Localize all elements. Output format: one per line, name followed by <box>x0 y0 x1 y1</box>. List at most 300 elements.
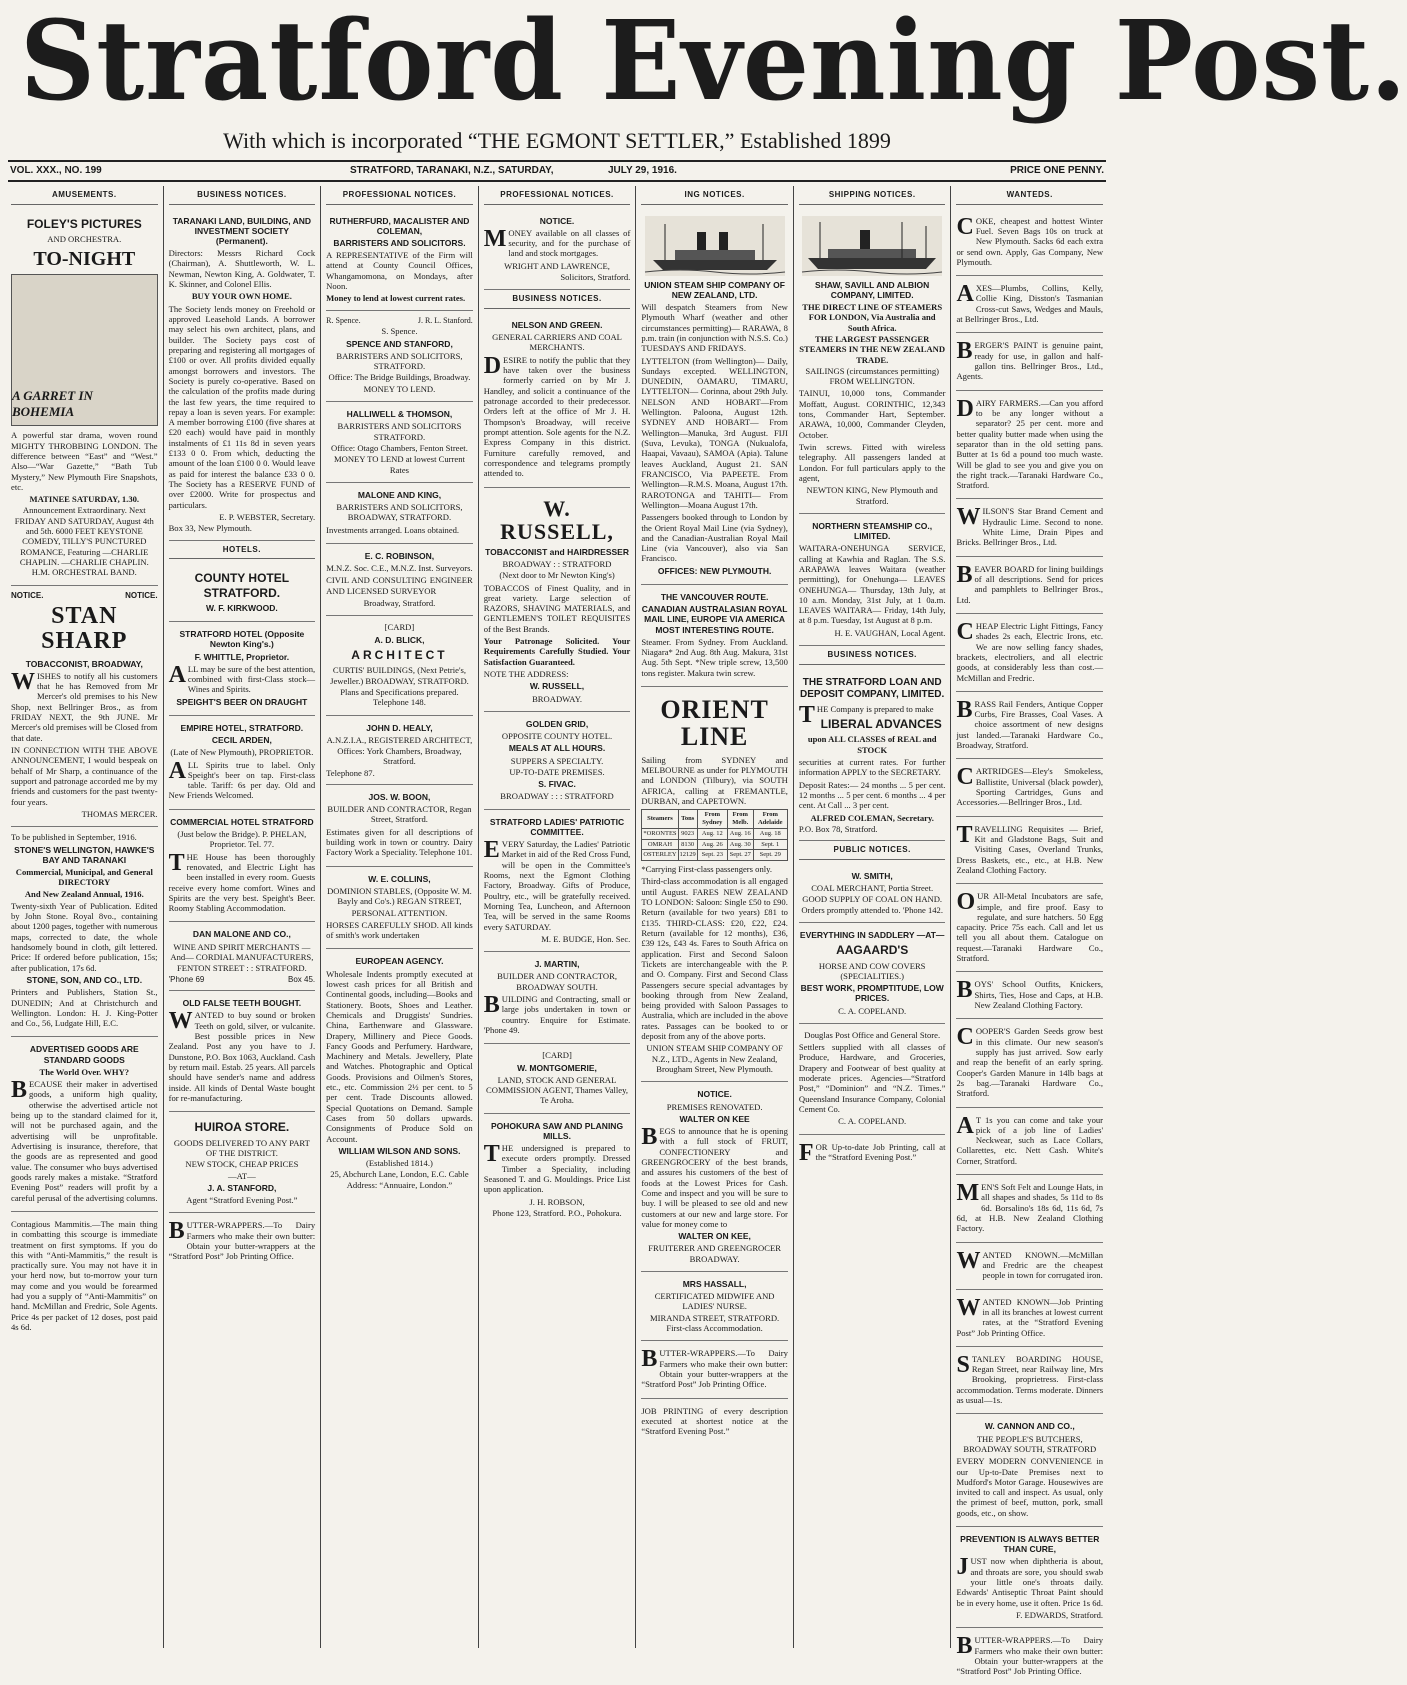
wanted-ad <box>956 759 1103 816</box>
mammitis-body: Contagious Mammitis.—The main thing in combatting this scourge is immediate treatment on first symptoms. If you do this with “Anti-Mammitis,” the result is practically sure. You may not have it in your herd now, but to-morrow your turn may come and you would be forearmed had you a supply of “Anti-Mammitis” on hand. McMillan and Fredric, Sole Agents. Price 4s per packet of 12 doses, post paid 4s 6d. <box>11 1218 158 1333</box>
brass-body: BRASS Rail Fenders, Antique Copper Curbs, Fire Brasses, Coal Vases. A choice assortment of new designs just landed.—Taranaki Hardware Co., Broadway, Stratford. <box>956 696 1104 751</box>
table-row <box>642 839 788 850</box>
stones-pub: To be published in September, 1916. <box>11 832 137 843</box>
job-body: JOB PRINTING of every description executed at shortest notice at the “Stratford Evening Post.” <box>641 1405 788 1437</box>
healy-body: Offices: York Chambers, Broadway, Stratford. <box>337 746 462 767</box>
euro-body: Wholesale Indents promptly executed at lowest cash prices for all British and Continental goods, including—Books and Stationery. Boots, Shoes and Leather. Chemicals and Druggists' Sundries. China, Earthenware and Glassware. Drapery, Millinery and Piece Goods. Fancy Goods and Perfumery. Hardware, Machinery and Metals. Jewellery, Plate and Watches. Photographic and Optical Goods. Provisions and Oilmen's Stores, etc., etc. Commission 2½ per cent. to 5 per cent. Trade Discounts allowed. Special Quotations on Demand. Sample Cases from 50 dollars upwards. Consignments of Produce Sold on Account. <box>326 968 473 1144</box>
douglas-store-ad <box>799 1024 946 1135</box>
aagaard-name: AAGAARD'S <box>836 943 909 958</box>
wanted-ad <box>956 1019 1103 1107</box>
mammitis-ad <box>11 1212 158 1340</box>
hassall-sub: CERTIFICATED MIDWIFE AND LADIES' NURSE. <box>654 1291 775 1312</box>
column-heading: PROFESSIONAL NOTICES. <box>484 186 631 205</box>
huiroa-store-ad <box>169 1112 316 1213</box>
wanted-ad <box>956 391 1103 500</box>
douglas-body: Settlers supplied with all classes of Produce, Hardware, and Groceries, Drapery and Footwear of best quality at moderate prices. Agencies—“Stratford Post,” “Dominion” and “N.Z. Times.” Queensland Insurance Company, Colonial Cement Co. <box>798 1042 946 1114</box>
location-date: STRATFORD, TARANAKI, N.Z., SATURDAY, <box>350 165 554 176</box>
adv-body: BECAUSE their maker in advertised goods, a uniform high quality, otherwise the advertised article not being up to the standard claimed for it, will not be purchased again, and the advertising will be unprofitable. Advertising is insurance, therefore, that the goods are as represented and good value. The consumer who buys advertised goods rarely makes a mistake. “Stratford Evening Post” readers will profit by a careful perusal of the advertising columns. <box>11 1077 158 1203</box>
rutherfurd-sub: BARRISTERS AND SOLICITORS. <box>333 237 466 248</box>
aagaard-sub: HORSE AND COW COVERS (SPECIALITIES.) <box>818 960 926 981</box>
huiroa-body: GOODS DELIVERED TO ANY PART OF THE DISTRICT. <box>173 1137 310 1158</box>
spence-title: SPENCE AND STANFORD, <box>346 338 453 349</box>
berger-body: BERGER'S PAINT is genuine paint, ready for use, in gallon and half-gallon tins. Bellringer Bros., Ltd., Agents. <box>956 338 1104 382</box>
halliwell-title: HALLIWELL & THOMSON, <box>346 409 453 420</box>
golden-suppers: SUPPERS A SPECIALTY. <box>510 755 604 766</box>
nelson-sub: GENERAL CARRIERS AND COAL MERCHANTS. <box>492 332 622 353</box>
tonight: TO-NIGHT <box>33 248 136 271</box>
teeth-body: WANTED to buy sound or broken Teeth on gold, silver, or vulcanite. Best possible prices in New Zealand. Post any you have to J. Dunstone, P.O. Box 1063, Auckland. Cash by return mail. Estab. 25 years. All parcels should have sender's name and address inside. All kinds of Dental Waste bought for re-manufacturing. <box>168 1008 316 1103</box>
mens-hats-body: MEN'S Soft Felt and Lounge Hats, in all shapes and shades, 5s 11d to 8s 6d. Borsalino's 18s 6d, 11s 6d, 7s 6d, at H.B. New Zealand Clothing Factory. <box>956 1180 1104 1234</box>
dan-malone-title: DAN MALONE AND CO., <box>192 929 291 940</box>
coke-body: COKE, cheapest and hottest Winter Fuel. Seven Bags 10s on truck at New Plymouth. Sacks 6d each extra or send own. Apply, Gas Company, New Plymouth. <box>956 213 1104 267</box>
aagaard-title: EVERYTHING IN SADDLERY —AT— <box>799 929 945 940</box>
spence-office: Office: The Bridge Buildings, Broadway. <box>328 372 471 383</box>
column-heading: WANTEDS. <box>956 186 1103 205</box>
table-cell: Aug. 26 <box>697 839 727 850</box>
orient-line-ad <box>641 687 788 1082</box>
collins-ad <box>326 867 473 950</box>
union-title: UNION STEAM SHIP COMPANY OF NEW ZEALAND, LTD. <box>644 279 785 300</box>
northern-signature: H. E. VAUGHAN, Local Agent. <box>834 627 946 638</box>
golden-grid-ad <box>484 712 631 810</box>
malone-king-body: Investments arranged. Loans obtained. <box>326 524 460 535</box>
table-header: From Melb. <box>727 810 753 829</box>
adv-title: ADVERTISED GOODS ARE STANDARD GOODS <box>29 1044 139 1065</box>
column-shipping-2 <box>793 186 951 1648</box>
euro-addr: 25, Abchurch Lane, London, E.C. Cable Address: “Annuaire, London.” <box>330 1169 469 1190</box>
job-printing-ad <box>799 1135 946 1171</box>
boys-body: BOYS' School Outfits, Knickers, Shirts, Ties, Hose and Caps, at H.B. New Zealand Clothing Factory. <box>956 977 1104 1011</box>
mont-card: [CARD] <box>542 1050 572 1061</box>
rutherfurd-ad <box>326 209 473 311</box>
foleys-sub: AND ORCHESTRA. <box>47 233 122 244</box>
cannon-title: W. CANNON AND CO., <box>984 1421 1075 1432</box>
hassall-addr: MIRANDA STREET, STRATFORD. First-class Accommodation. <box>649 1312 780 1334</box>
russell-sub: TOBACCONIST and HAIRDRESSER <box>485 546 629 557</box>
steamship-illustration <box>802 216 942 276</box>
robinson-body: CIVIL AND CONSULTING ENGINEER AND LICENSED SURVEYOR <box>326 575 473 596</box>
pohokura-title: POHOKURA SAW AND PLANING MILLS. <box>490 1120 624 1141</box>
butter-wrappers-ad <box>641 1341 788 1398</box>
euro-signature: WILLIAM WILSON AND SONS. <box>338 1145 461 1156</box>
union-steam-ad <box>641 209 788 585</box>
shaw-largest: THE LARGEST PASSENGER STEAMERS IN THE NEW ZEALAND TRADE. <box>799 333 946 365</box>
loan-body: THE Company is prepared to make <box>798 701 934 728</box>
prevention-title: PREVENTION IS ALWAYS BETTER THAN CURE, <box>960 1534 1100 1555</box>
table-header: Tons <box>678 810 697 829</box>
price: PRICE ONE PENNY. <box>1010 165 1104 176</box>
loan-box: P.O. Box 78, Stratford. <box>798 823 878 834</box>
malone-king-sub: BARRISTERS AND SOLICITORS, BROADWAY, STRATFORD. <box>336 502 463 523</box>
shaw-savill-ad <box>799 209 946 514</box>
matinee: MATINEE SATURDAY, 1.30. <box>29 494 140 505</box>
orient-fares: Third-class accommodation is all engaged until August. FARES NEW ZEALAND TO LONDON: Saloon: Single £50 to £90. Return (available for two years) £81 to £135. THIRD-CLASS: £20, £22, £24. Return (available for 12 months), £36, £39 12s, £43 4s. Fares to South Africa on application. First and Second Saloon Tickets are interchangeable with the P. and O. Company. First and Second Class Passengers secure special advantages by booking through from New Zealand, being provided with Saloon Passages to Australia, which are included in the above rates. Passages can be booked to or deposit from any of the above ports. <box>641 876 788 1042</box>
malone-king-ad <box>326 483 473 544</box>
healy-phone: Telephone 87. <box>326 767 375 778</box>
dateline <box>10 165 1104 181</box>
mercer-body: IN CONNECTION WITH THE ABOVE ANNOUNCEMENT, I would bespeak on behalf of Mr Sharp, a continuance of the support and patronage accorded me by my friends and customers for the past twenty-four years. <box>11 745 158 807</box>
dan-malone-phone: 'Phone 69 <box>168 974 205 984</box>
county-prop: W. F. KIRKWOOD. <box>205 602 278 613</box>
column-professional-notices-2 <box>478 186 636 1648</box>
foleys-ad <box>11 209 158 586</box>
empire-body: ALL Spirits true to label. Only Speight's beer on tap. First-class table. Tariff: 6s per day. Old and New Friends Welcomed. <box>168 757 316 801</box>
union-routes: LYTTELTON (from Wellington)— Daily, Sundays excepted. WELLINGTON, DUNEDIN, OAMARU, TIMARU, LYTTELTON— Corinna, about 29th July. NELSON AND HOBART—From Wellington. Paloona, August 12th. SYDNEY AND HOBART— From Wellington—Manuka, 3rd August. FIJI (Suva, Levuka), TONGA (Nukualofa, Haapai, Vavaau), SAMOA (Apia). Talune leaves Auckland, August 21. SAN FRANCISCO, Via PAPEETE. From Wellington—R.M.S. Moana, August 17th. RAROTONGA and TAHITI— From Wellington—Moana August 17th. <box>641 355 788 510</box>
beaver-body: BEAVER BOARD for lining buildings of all descriptions. Send for prices and pamphlets to Bellringer Bros., Ltd. <box>956 561 1104 605</box>
ladies-title: STRATFORD LADIES' PATRIOTIC COMMITTEE. <box>489 816 625 837</box>
wanted-ad <box>956 1175 1103 1243</box>
stones-addr: Printers and Publishers, Station St., DUNEDIN; And at Christchurch and Wellington. London: H. J. King-Potter and Co., 56, Ludgate Hill, E.C. <box>11 987 158 1029</box>
boon-sub: BUILDER AND CONTRACTOR, Regan Street, Stratford. <box>327 804 472 825</box>
edwards-signature: F. EDWARDS, Stratford. <box>1016 1610 1104 1621</box>
robinson-ad <box>326 544 473 616</box>
douglas-title: Douglas Post Office and General Store. <box>804 1029 941 1040</box>
pohokura-signature: J. H. ROBSON, <box>529 1196 585 1207</box>
commercial-body: THE House has been thoroughly renovated, and Electric Light has been installed in every room. Guests receive every home comfort. Wines and Spirits are the very best. Speight's Beer. Roomy Stabling Accommodation. <box>168 849 316 914</box>
orient-note: *Carrying First-class passengers only. <box>641 864 773 875</box>
stones-annual: And New Zealand Annual, 1916. <box>24 888 144 899</box>
northern-body: WAITARA-ONEHUNGA SERVICE, calling at Kawhia and Raglan. The S.S. ARAPAWA leaves Waitara (weather permitting), for Onehunga— LEAVES ONEHUNGA— Thursday, 13th July, at 10 a.m. Monday, 31st July, at 1 0a.m. LEAVES WAITARA— Friday, 14th July, at 8 p.m. Tuesday, 1st August at 8 p.m. <box>798 543 946 626</box>
whittle: F. WHITTLE, Proprietor. <box>194 651 290 662</box>
aagaard-best: BEST WORK, PROMPTITUDE, LOW PRICES. <box>800 983 944 1004</box>
shaw-twin: Twin screws. Fitted with wireless telegraphy. All passengers landed at London. For full particulars apply to the agent, <box>798 442 946 483</box>
blick-ad <box>326 616 473 715</box>
blick-phone: Plans and Specifications prepared. Telephone 148. <box>340 686 459 708</box>
prevention-body: JUST now when diphtheria is about, and throats are sore, you should swab your little one's throats daily. Edwards' Antiseptic Throat Paint should be in every home, use it often. Price 1s 6d. <box>956 1554 1104 1608</box>
collins-body: HORSES CAREFULLY SHOD. All kinds of smith's work undertaken <box>326 919 473 941</box>
table-header: From Adelaide <box>753 810 787 829</box>
copeland-2: C. A. COPELAND. <box>838 1116 907 1127</box>
cooper-body: COOPER'S Garden Seeds grow best in this climate. Our new season's supply has just arrived. Sow early and reap the benefit of an early spring. Cooper's Garden Manure in 14lb bags at 2s bag.—Taranaki Hardware Co., Stratford. <box>956 1024 1104 1099</box>
ladies-body: EVERY Saturday, the Ladies' Patriotic Market in aid of the Red Cross Fund, will be open in the Committee's Rooms, next the Egmont Clothing Factory, Broadway. Gifts of Produce, Poultry, etc., will be gratefully received. Morning Tea, Luncheon, and Afternoon Tea, will be served in the same Rooms every SATURDAY. <box>483 837 631 932</box>
wanted-ad <box>956 817 1103 885</box>
walter-signature: WALTER ON KEE, <box>678 1231 751 1242</box>
martin-ad <box>484 952 631 1044</box>
dan-malone-addr: FENTON STREET : : STRATFORD. <box>176 963 307 974</box>
taranaki-society-ad <box>169 209 316 541</box>
columns <box>6 186 1108 1677</box>
walter-notice: NOTICE. <box>697 1089 732 1100</box>
aagaard-ad <box>799 923 946 1024</box>
boon-body: Estimates given for all descriptions of building work in town or country. Dairy Factory Work a Speciality. Telephone 101. <box>326 826 473 858</box>
public-notices-heading: PUBLIC NOTICES. <box>799 841 946 860</box>
cartridges-body: CARTRIDGES—Eley's Smokeless, Ballistite, Universal (black powder), Sporting Cartridges, Guns and Accessories.—Bellringer Bros., Ltd. <box>956 764 1104 808</box>
poster-caption: A GARRET IN BOHEMIA <box>12 388 93 419</box>
table-cell: Sept. 27 <box>727 850 753 861</box>
union-body: Will despatch Steamers from New Plymouth Wharf (weather and other circumstances permitting)— RARAWA, 8 p.m. train (in conjunction with N.S.S. Co.) TUESDAYS AND FRIDAYS. <box>641 301 788 354</box>
loan-deposit: Deposit Rates:— 24 months ... 5 per cent. 12 months ... 5 per cent. 6 months ... 4 per cent. At Call ... 3 per cent. <box>798 779 946 811</box>
nelson-green-ad <box>484 313 631 488</box>
wanted-ad <box>956 692 1103 760</box>
healy-sub: A.N.Z.I.A., REGISTERED ARCHITECT, <box>326 734 473 745</box>
table-cell: 9023 <box>678 828 697 839</box>
shaw-direct: THE DIRECT LINE OF STEAMERS FOR LONDON, Via Australia and South Africa. <box>802 301 943 333</box>
robinson-title: E. C. ROBINSON, <box>364 550 435 561</box>
loan-title: THE STRATFORD LOAN AND DEPOSIT COMPANY, LIMITED. <box>800 676 945 700</box>
huiroa-new: NEW STOCK, CHEAP PRICES <box>185 1159 299 1170</box>
cecil: CECIL ARDEN, <box>211 735 272 746</box>
teeth-title: OLD FALSE TEETH BOUGHT. <box>182 998 302 1009</box>
table-cell: Aug. 18 <box>753 828 787 839</box>
film-poster-image <box>11 274 158 426</box>
newspaper-title: Stratford Evening Post. <box>20 0 1407 126</box>
russell-ad <box>484 488 631 712</box>
stratford-hotel-title: STRATFORD HOTEL (Opposite Newton King's.) <box>179 629 305 650</box>
golden-sub: OPPOSITE COUNTY HOTEL. <box>501 731 613 741</box>
walter-on-kee-ad <box>641 1082 788 1272</box>
fivac: S. FIVAC. <box>538 779 576 790</box>
table-header: From Sydney <box>697 810 727 829</box>
notice-right: NOTICE. <box>125 590 158 600</box>
spence-name-3: S. Spence. <box>381 326 418 337</box>
wanted-known-1: WANTED KNOWN.—McMillan and Fredric are the cheapest people in town for corrugated iron. <box>956 1247 1104 1281</box>
huiroa-at: —AT— <box>228 1170 256 1181</box>
robinson-addr: Broadway, Stratford. <box>363 598 436 609</box>
stan-sharp-sub: TOBACCONIST, BROADWAY, <box>25 658 143 669</box>
smith-sub: COAL MERCHANT, Portia Street. <box>811 882 934 893</box>
loan-rates: securities at current rates. For further information APPLY to the SECRETARY. <box>798 757 946 778</box>
table-cell: Aug. 12 <box>697 828 727 839</box>
orient-schedule-table <box>641 809 788 861</box>
rutherfurd-title: RUTHERFURD, MACALISTER AND COLEMAN, <box>329 215 470 236</box>
taranaki-body: The Society lends money on Freehold or approved Leasehold Lands. A borrower may select his own architect, plans, and builder. The Society pays cost of preparing and registering all mortgages of £100 or over. All profits divided equally amongst borrowers and investors. The Society is purely co-operative. Based on the calculation of the profits made during the last few years, the time required to repay a loan is seven years. For example: A member borrowing £100 (five shares at £20 each) would have paid in monthly instalments of £1 11s 8d in seven years £133 0 0. From which, deducting the amount of the loan £100 0 0. Would leave as paid for interest the balance £33 0 0. The Society has a RESERVE FUND of over £2000. Write for prospectus and particulars. <box>168 303 316 510</box>
golden-premises: UP-TO-DATE PREMISES. <box>509 766 605 777</box>
european-agency-ad <box>326 949 473 1197</box>
buy-home: BUY YOUR OWN HOME. <box>191 291 292 302</box>
russell-title: W. RUSSELL, <box>500 495 614 544</box>
table-cell: Aug. 30 <box>727 839 753 850</box>
martin-title: J. MARTIN, <box>534 959 580 970</box>
mont-sub: LAND, STOCK AND GENERAL COMMISSION AGENT, Thames Valley, Te Aroha. <box>486 1074 628 1106</box>
dan-malone-ad <box>169 922 316 991</box>
blick-card: [CARD] <box>384 622 415 633</box>
spence-stanford-ad <box>326 311 473 402</box>
notice-body: MONEY available on all classes of security, and for the purchase of land and stock mortgages. <box>483 225 631 259</box>
neckwear-body: AT 1s you can come and take your pick of a job line of Ladies' Neckwear, such as Lace Collars, Collarettes, etc. Nett Cash. White's Corner, Stratford. <box>956 1112 1104 1166</box>
table-cell: OMRAH <box>642 839 678 850</box>
wanted-ad <box>956 614 1103 692</box>
ladies-signature: M. E. BUDGE, Hon. Sec. <box>541 933 631 944</box>
loan-liberal: LIBERAL ADVANCES <box>820 717 942 731</box>
copeland: C. A. COPELAND. <box>838 1005 907 1016</box>
russell-signature: W. RUSSELL, <box>529 681 585 692</box>
stones-firm: STONE, SON, AND CO., LTD. <box>26 975 143 986</box>
pohokura-body: THE undersigned is prepared to execute orders promptly. Dressed Timber a Speciality, including Seasoned T. and G. Mouldings. Price List upon application. <box>483 1141 631 1195</box>
empire-title: EMPIRE HOTEL, STRATFORD. <box>180 722 304 733</box>
table-cell: Sept. 23 <box>697 850 727 861</box>
axes-body: AXES—Plumbs, Collins, Kelly, Collie King, Disston's Tasmanian Cross-cut Saws, Wedges and Mauls, at Bellringer Bros., Ltd. <box>956 281 1104 325</box>
table-cell: Sept. 29 <box>753 850 787 861</box>
northern-title: NORTHERN STEAMSHIP CO., LIMITED. <box>812 520 933 542</box>
huiroa-title: HUIROA STORE. <box>194 1120 290 1135</box>
loan-deposit-ad <box>799 669 946 842</box>
healy-title: JOHN D. HEALY, <box>366 722 433 733</box>
smith-coal-ad <box>799 864 946 923</box>
table-cell: OSTERLEY <box>642 850 678 861</box>
malone-king-title: MALONE AND KING, <box>357 489 442 500</box>
table-cell: *ORONTES <box>642 828 678 839</box>
rutherfurd-money: Money to lend at lowest current rates. <box>326 293 466 304</box>
martin-sub: BUILDER AND CONTRACTOR, BROADWAY SOUTH. <box>497 971 617 992</box>
walter-title: WALTER ON KEE <box>679 1113 750 1124</box>
walter-body: BEGS to announce that he is opening with a full stock of FRUIT, CONFECTIONERY and GREENGROCERY of the best brands, and assures his customers of the best of foods at the Lowest Prices for Cash. Come and inspect and you will be sure to buy. I will be pleased to see old and new customers at our new and large store. For value for money come to <box>641 1124 788 1229</box>
dan-malone-box: Box 45. <box>288 974 316 984</box>
cannon-body: EVERY MODERN CONVENIENCE in our Up-to-Date Premises next to Mudford's Motor Garage. Housewives are invited to call and inspect. As usual, only the primest of beef, mutton, pork, small goods, etc., on show. <box>956 1456 1104 1518</box>
spence-sub: BARRISTERS AND SOLICITORS, STRATFORD. <box>336 350 463 372</box>
smith-title: W. SMITH, <box>851 870 893 881</box>
stratford-hotel-ad <box>169 622 316 716</box>
wanted-ad <box>956 884 1103 972</box>
false-teeth-ad <box>169 991 316 1112</box>
robinson-sub: M.N.Z. Soc. C.E., M.N.Z. Inst. Surveyors. <box>326 563 473 574</box>
column-shipping-1 <box>635 186 793 1648</box>
announcement: Announcement Extraordinary. Next FRIDAY AND SATURDAY, August 4th and 5th. 6000 FEET KEYSTONE COMEDY, TILLY'S PUNCTURED ROMANCE, Featuring —CHARLIE CHAPLIN. —CHARLIE CHAPLIN. H.M. ORCHESTRAL BAND. <box>14 505 154 578</box>
stones-directory-ad <box>11 827 158 1037</box>
wanted-ad <box>956 557 1103 614</box>
orient-body: Sailing from SYDNEY and MELBOURNE as under for PLYMOUTH and LONDON (Tilbury), via SOUTH AFRICA, calling at FREMANTLE, DURBAN, and CAPETOWN. <box>641 754 788 806</box>
ladies-committee-ad <box>484 810 631 953</box>
nelson-body: DESIRE to notify the public that they have taken over the business formerly carried on by Mr J. Handley, and solicit a continuance of the patronage accorded to their predecessor. Orders left at the office of Mr J. H. Thompson's Broadway, will receive prompt attention. Sole agents for the N.Z. Express Company in this district. Furniture carefully removed, and correspondence and telegrams promptly attended to. <box>483 352 631 479</box>
russell-next: (Next door to Mr Newton King's) <box>499 570 615 581</box>
newspaper-subtitle: With which is incorporated “THE EGMONT SETTLER,” Established 1899 <box>223 128 891 153</box>
mont-title: W. MONTGOMERIE, <box>517 1062 597 1073</box>
stanley-body: STANLEY BOARDING HOUSE, Regan Street, near Railway line, Mrs Brooking, proprietress. First-class accommodation. Terms moderate. Dinners as usual—1s. <box>956 1351 1104 1406</box>
advertised-goods-ad <box>11 1037 158 1211</box>
foleys-title: FOLEY'S PICTURES <box>26 216 142 231</box>
healy-ad <box>326 716 473 785</box>
money-notice-ad <box>484 209 631 291</box>
blick-body: CURTIS' BUILDINGS, (Next Petrie's, Jeweller.) BROADWAY, STRATFORD. <box>330 665 469 686</box>
collins-attention: PERSONAL ATTENTION. <box>351 907 448 918</box>
column-heading: ING NOTICES. <box>641 186 788 205</box>
wanted-ad <box>956 1347 1103 1415</box>
wanted-ad <box>956 333 1103 390</box>
column-amusements <box>6 186 163 1648</box>
table-cell: Sept. 1 <box>753 839 787 850</box>
boon-ad <box>326 785 473 867</box>
steamship-illustration <box>645 216 785 276</box>
column-heading: BUSINESS NOTICES. <box>169 186 316 205</box>
prevention-ad <box>956 1527 1103 1628</box>
job-body: FOR Up-to-date Job Printing, call at the “Stratford Evening Post.” <box>798 1139 946 1166</box>
wright: WRIGHT AND LAWRENCE, <box>504 260 610 271</box>
commercial-title: COMMERCIAL HOTEL STRATFORD <box>170 816 314 827</box>
incubators-body: OUR All-Metal Incubators are safe, simple, and fire proof. Easy to regulate, and sure hatchers. 50 Egg capacity. Price 75s each. Call and let us tell you all about them. Catalogue on request.—Taranaki Hardware Co., Stratford. <box>956 889 1104 964</box>
taranaki-title: TARANAKI LAND, BUILDING, AND INVESTMENT SOCIETY (Permanent). <box>172 215 312 246</box>
smith-body: GOOD SUPPLY OF COAL ON HAND. Orders promptly attended to. 'Phone 142. <box>801 894 943 915</box>
travelling-body: TRAVELLING Requisites — Brief, Kit and Gladstone Bags, Suit and Visiting Cases, Overland Trunks, Dress Baskets, etc., etc., at H.B. New Zealand Clothing Factory. <box>956 821 1104 875</box>
wanted-known-2: WANTED KNOWN—Job Printing in all its branches at lowest current rates, at the “Stratford Evening Post” Job Printing Office. <box>956 1294 1104 1338</box>
martin-body: BUILDING and Contracting, small or large jobs undertaken in town or country. Enquire for Estimate. 'Phone 49. <box>483 991 631 1035</box>
union-passengers: Passengers booked through to London by the Orient Royal Mail Line (via Sydney), and the Canadian-Australian Royal Mail Line (via Vancouver), also via San Francisco. <box>641 512 788 564</box>
cannon-butchers-ad <box>956 1414 1103 1527</box>
halliwell-money: MONEY TO LEND at lowest Current Rates <box>334 454 465 475</box>
shaw-sailings: SAILINGS (circumstances permitting) FROM WELLINGTON. <box>805 365 939 387</box>
table-cell: 12129 <box>678 850 697 861</box>
stan-sharp-body: WISHES to notify all his customers that he has Removed from Mr Mercer's old premises to his New Shop, next Bellringer Bros., as from FRIDAY NEXT, the 9th JUNE. Mr Mercer's old premises will be Closed from that date. <box>11 668 158 743</box>
bottom-rule <box>8 180 1106 182</box>
notice-left: NOTICE. <box>11 590 44 600</box>
rutherfurd-body: A REPRESENTATIVE of the Firm will attend at County Council Offices, Whangamomona, on Mondays, after Noon. <box>326 250 473 292</box>
table-row <box>642 828 788 839</box>
northern-steamship-ad <box>799 514 946 646</box>
pohokura-ad <box>484 1114 631 1226</box>
halliwell-office: Office: Otago Chambers, Fenton Street. <box>331 442 468 453</box>
canadian-line-ad <box>641 585 788 687</box>
dairy-body: DAIRY FARMERS.—Can you afford to be any longer without a separator? 25 per cent. more and better quality butter made when using the separator than in the old setting pans. Butter at 1s 6d a pound too much waste. Will be glad to see you and give you on the right track.—Taranaki Hardware Co., Stratford. <box>956 395 1104 491</box>
column-heading: PROFESSIONAL NOTICES. <box>326 186 473 205</box>
russell-body: TOBACCOS of Finest Quality, and in great variety. Large selection of RAZORS, SHAVING MATERIALS, and GENTLEMEN'S TOILET REQUISITES of the Best Brands. <box>483 582 631 634</box>
column-heading: AMUSEMENTS. <box>11 186 158 205</box>
russell-broadway: BROADWAY. <box>532 693 582 704</box>
collins-sub: DOMINION STABLES, (Opposite W. M. Bayly and Co's.) REGAN STREET, <box>327 885 472 907</box>
butter-body: BUTTER-WRAPPERS.—To Dairy Farmers who make their own butter: Obtain your butter-wrappers at the “Stratford Post” Job Printing Office. <box>168 1218 316 1262</box>
volume-number: VOL. XXX., NO. 199 <box>10 165 102 176</box>
county-hotel-ad <box>169 563 316 622</box>
stones-title: STONE'S WELLINGTON, HAWKE'S BAY AND TARANAKI <box>14 844 155 865</box>
walter-premises: PREMISES RENOVATED. <box>666 1101 763 1112</box>
euro-title: EUROPEAN AGENCY. <box>355 956 444 967</box>
issue-date: JULY 29, 1916. <box>608 165 677 176</box>
russell-patronage: Your Patronage Solicited. Your Requirements Carefully Studied. Your Satisfaction Guaranteed. <box>483 636 631 667</box>
wanted-ad <box>956 276 1103 333</box>
canadian-title: CANADIAN AUSTRALASIAN ROYAL MAIL LINE, EUROPE VIA AMERICA MOST INTERESTING ROUTE. <box>641 604 788 635</box>
butter-body: BUTTER-WRAPPERS.—To Dairy Farmers who make their own butter: Obtain your butter-wrappers at the “Stratford Post” Job Printing Office. <box>641 1346 788 1390</box>
collins-title: W. E. COLLINS, <box>368 873 431 884</box>
commercial-hotel-ad <box>169 810 316 923</box>
golden-title: GOLDEN GRID, <box>525 718 589 729</box>
speights: SPEIGHT'S BEER ON DRAUGHT <box>176 696 308 707</box>
canadian-body: Steamer. From Sydney. From Auckland. Niagara* 2nd Aug. 8th Aug. Makura, 31st Aug. 5th Sept. *New triple screw, 13,500 tons register. Makura twin screw. <box>641 636 788 678</box>
butter-body: BUTTER-WRAPPERS.—To Dairy Farmers who make their own butter: Obtain your butter-wrappers at the “Stratford Post” Job Printing Office. <box>956 1633 1104 1677</box>
orient-agent: UNION STEAM SHIP COMPANY OF N.Z., LTD., Agents in New Zealand, Brougham Street, New Plymouth. <box>646 1043 783 1075</box>
county-title: COUNTY HOTEL STRATFORD. <box>194 571 290 600</box>
cannon-sub: THE PEOPLE'S BUTCHERS, BROADWAY SOUTH, STRATFORD <box>963 1433 1097 1454</box>
notice-head: NOTICE. <box>539 215 575 226</box>
commercial-sub: (Just below the Bridge). P. PHELAN, Proprietor. Tel. 77. <box>177 828 307 850</box>
column-professional-notices-1 <box>320 186 478 1648</box>
top-rule <box>8 160 1106 162</box>
russell-note: NOTE THE ADDRESS: <box>483 669 569 679</box>
halliwell-ad <box>326 402 473 483</box>
table-cell: 8130 <box>678 839 697 850</box>
wanted-ad <box>956 972 1103 1019</box>
shaw-agent: NEWTON KING, New Plymouth and Stratford. <box>806 485 938 506</box>
golden-meals: MEALS AT ALL HOURS. <box>508 743 606 754</box>
wilson-body: WILSON'S Star Brand Cement and Hydraulic Lime. Second to none. White Lime, Drain Pipes and Bricks. Bellringer Bros., Ltd. <box>956 504 1104 548</box>
taranaki-directors: Directors: Messrs Richard Cock (Chairman), A. Shuttleworth, W. L. Newman, Newton King, A. Goldwater, T. K. Skinner, and Colonel Ellis. <box>168 248 316 290</box>
table-header: Steamers <box>642 810 678 829</box>
fivac-addr: BROADWAY : : : STRATFORD <box>500 791 614 802</box>
hassall-ad <box>641 1272 788 1341</box>
vancouver-route: THE VANCOUVER ROUTE. <box>660 591 769 602</box>
cheap-body: CHEAP Electric Light Fittings, Fancy shades 2s each, Electric Irons, etc. We are now selling fancy shades, brackets, electroliers, and all electric goods, at considerably less than cost.—McMillan and Fredric. <box>956 618 1104 683</box>
column-wanteds <box>950 186 1108 1677</box>
stan-sharp-ad <box>11 586 158 828</box>
wanted-ad <box>956 1108 1103 1176</box>
table-cell: Aug. 16 <box>727 828 753 839</box>
wanted-ad <box>956 499 1103 556</box>
poster-desc: A powerful star drama, woven round MIGHTY THROBBING LONDON. The difference between “East” and “West.” Also—“War Gazette,” “Bath Tub Mystery,” New Plymouth Fire Snapshots, etc. <box>11 430 158 492</box>
huiroa-owner: J. A. STANFORD, <box>207 1182 277 1193</box>
adv-question: The World Over. WHY? <box>39 1066 130 1077</box>
stratford-hotel-body: ALL may be sure of the best attention, combined with first-Class stock—Wines and Spirits. <box>168 661 316 695</box>
loan-upon: upon ALL CLASSES of REAL and STOCK <box>807 734 937 755</box>
spence-name-2: J. R. L. Stanford. <box>417 315 473 325</box>
job-printing-ad <box>641 1399 788 1445</box>
walter-sub: FRUITERER AND GREENGROCER BROADWAY. <box>648 1243 781 1264</box>
taranaki-box: Box 33, New Plymouth. <box>168 523 252 534</box>
